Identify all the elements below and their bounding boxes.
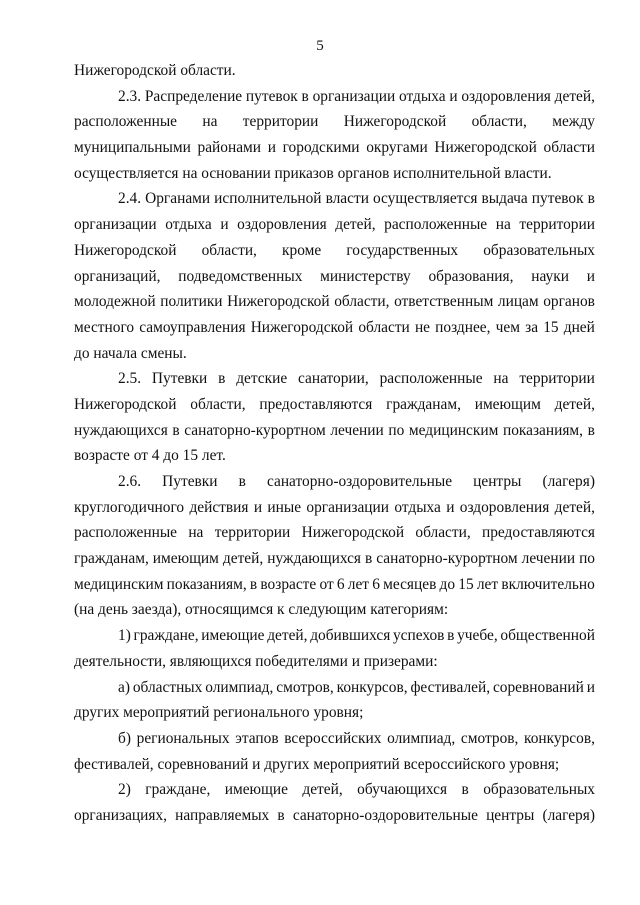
word: в xyxy=(447,627,455,645)
word: санатории, xyxy=(298,370,369,388)
word: круглогодичного xyxy=(74,498,185,516)
word: действия xyxy=(189,498,249,516)
word: и xyxy=(586,267,595,285)
word: направляемых xyxy=(175,806,270,824)
word: центры xyxy=(486,806,535,824)
word: конкурсов, xyxy=(336,678,408,696)
word: детей, xyxy=(222,550,264,568)
word: организации xyxy=(74,216,157,234)
word: осуществляется xyxy=(372,190,478,208)
word: области, xyxy=(415,524,471,542)
word: (лагеря) xyxy=(542,806,595,824)
word: путевок xyxy=(531,190,584,208)
word: не xyxy=(414,318,431,336)
word: Нижегородской xyxy=(227,293,330,311)
word: за xyxy=(525,318,539,336)
word: области, xyxy=(190,395,246,413)
word: нуждающихся xyxy=(74,421,168,439)
word: соревнований xyxy=(492,678,584,696)
word: на xyxy=(495,216,511,234)
text-line xyxy=(74,315,595,341)
text-line xyxy=(74,212,595,238)
word: отдыха xyxy=(165,216,212,234)
word: организациях, xyxy=(74,806,168,824)
word: в xyxy=(172,421,180,439)
word: Распределение xyxy=(144,87,243,105)
word: политики xyxy=(160,293,223,311)
word: городскими xyxy=(282,139,360,157)
word: 2.3. xyxy=(118,87,142,105)
word: областных xyxy=(132,678,203,696)
text-line xyxy=(74,623,595,649)
word: путевок xyxy=(245,87,298,105)
word: конкурсов, xyxy=(524,729,595,747)
word: детей, xyxy=(267,627,308,645)
word: государственных xyxy=(346,241,459,259)
word: в xyxy=(249,575,258,593)
text-line xyxy=(74,726,595,752)
word: предоставляются xyxy=(259,395,373,413)
word: санаторно-оздоровительные xyxy=(266,473,453,490)
word: 2.6. xyxy=(118,473,142,490)
word: Нижегородской xyxy=(301,524,405,542)
word: расположенные xyxy=(379,370,483,388)
word: в xyxy=(587,421,595,439)
word: в xyxy=(238,473,246,490)
word: и xyxy=(449,87,458,105)
word: в xyxy=(461,781,469,799)
word: на xyxy=(202,113,218,131)
word: гражданам, xyxy=(386,395,461,413)
word: детей, xyxy=(335,216,376,234)
text-line xyxy=(74,418,595,444)
word: на xyxy=(493,370,509,388)
word: Нижегородской xyxy=(434,139,537,157)
word: чем xyxy=(495,318,520,336)
word: молодежной xyxy=(74,293,156,311)
word: Путевки xyxy=(151,370,208,388)
word: 6 xyxy=(336,575,345,593)
text-line: других мероприятий регионального уровня; xyxy=(74,704,364,722)
word: области xyxy=(543,139,595,157)
text-line: деятельности, являющихся победителями и призерами: xyxy=(74,652,438,670)
word: учебе, xyxy=(457,627,498,645)
document-body xyxy=(74,58,595,829)
word: науки xyxy=(531,267,569,285)
word: по xyxy=(579,550,595,568)
word: образования, xyxy=(428,267,514,285)
word: детей, xyxy=(554,87,595,105)
word: области xyxy=(358,318,410,336)
word: оздоровления xyxy=(461,87,551,105)
word: Нижегородской xyxy=(74,241,177,259)
word: образовательных xyxy=(483,781,595,799)
word: смотров, xyxy=(276,678,334,696)
word: организации xyxy=(306,498,390,516)
text-line: Нижегородской области. xyxy=(74,62,236,79)
text-line xyxy=(74,469,595,495)
word: до xyxy=(439,575,456,593)
text-line xyxy=(74,520,595,546)
word: исполнительной xyxy=(214,190,322,208)
word: региональных xyxy=(136,729,230,747)
text-line xyxy=(74,366,595,392)
word: лечении xyxy=(330,421,384,439)
word: (лагеря) xyxy=(542,473,595,490)
word: детей, xyxy=(554,395,595,413)
word: позднее, xyxy=(435,318,491,336)
word: территории xyxy=(214,524,291,542)
word: самоуправления xyxy=(139,318,246,336)
text-line xyxy=(74,264,595,290)
text-line xyxy=(74,392,595,418)
word: отдыха xyxy=(399,87,446,105)
word: включительно xyxy=(501,575,595,593)
word: имеющим xyxy=(152,550,219,568)
word: организаций, xyxy=(74,267,161,285)
text-line xyxy=(74,289,595,315)
word: всероссийских xyxy=(284,729,382,747)
word: медицинским xyxy=(408,421,499,439)
word: округами xyxy=(366,139,428,157)
word: 2) xyxy=(118,781,131,799)
word: оздоровления xyxy=(459,498,550,516)
word: и xyxy=(253,498,263,516)
word: лет xyxy=(347,575,370,593)
word: детей, xyxy=(302,781,343,799)
word: Нижегородской xyxy=(250,318,354,336)
word: Органами xyxy=(145,190,211,208)
word: и xyxy=(220,216,229,234)
word: б) xyxy=(118,729,131,747)
text-line xyxy=(74,572,595,598)
word: районами xyxy=(197,139,262,157)
word: граждане, xyxy=(133,627,199,645)
word: на xyxy=(188,524,204,542)
word: в xyxy=(587,190,595,208)
text-line: возрасте от 4 до 15 лет. xyxy=(74,447,226,465)
word: санаторно-курортном xyxy=(184,421,326,439)
word: по xyxy=(388,421,405,439)
word: отдыха xyxy=(394,498,441,516)
text-line: осуществляется на основании приказов органов исполнительной власти. xyxy=(74,164,552,182)
word: области, xyxy=(471,113,527,131)
text-line: (на день заезда), относящимся к следующим категориям: xyxy=(74,601,449,619)
word: а) xyxy=(118,678,130,696)
word: 2.4. xyxy=(118,190,142,208)
text-line xyxy=(74,546,595,572)
word: 6 xyxy=(372,575,380,593)
word: лет xyxy=(476,575,499,593)
word: санаторно-оздоровительные xyxy=(292,806,478,824)
word: организации xyxy=(312,87,396,105)
word: территории xyxy=(519,216,595,234)
word: от xyxy=(319,575,334,593)
word: кроме xyxy=(282,241,322,259)
word: и xyxy=(446,498,455,516)
word: Нижегородской xyxy=(343,113,447,131)
page-number: 5 xyxy=(316,38,324,54)
word: выдача xyxy=(481,190,528,208)
word: области, xyxy=(334,293,390,311)
word: подведомственных xyxy=(178,267,303,285)
text-line: фестивалей, соревнований и других мероприятий всероссийского уровня; xyxy=(74,755,560,773)
word: территории xyxy=(242,113,319,131)
word: Нижегородской xyxy=(74,395,177,413)
word: 2.5. xyxy=(118,370,142,388)
word: министерству xyxy=(320,267,411,285)
word: расположенные xyxy=(74,524,177,542)
word: 1) xyxy=(118,627,131,645)
word: граждане, xyxy=(145,781,211,799)
word: показаниям, xyxy=(166,575,247,593)
word: фестивалей, xyxy=(410,678,491,696)
word: нуждающихся xyxy=(267,550,361,568)
word: образовательных xyxy=(483,241,595,259)
word: гражданам, xyxy=(74,550,149,568)
word: центры xyxy=(473,473,522,490)
word: добившихся xyxy=(310,627,391,645)
word: лицам xyxy=(497,293,539,311)
word: смотров, xyxy=(460,729,519,747)
word: в xyxy=(277,806,285,824)
word: детей, xyxy=(554,498,595,516)
word: лечении xyxy=(521,550,576,568)
word: расположенные xyxy=(74,113,177,131)
text-line xyxy=(74,238,595,264)
word: этапов xyxy=(235,729,279,747)
text-line xyxy=(74,135,595,161)
word: общественной xyxy=(500,627,595,645)
text-line xyxy=(74,803,595,829)
word: имеющие xyxy=(201,627,265,645)
word: санаторно-курортном xyxy=(376,550,518,568)
word: ответственным xyxy=(394,293,494,311)
word: показаниям, xyxy=(502,421,584,439)
word: месяцев xyxy=(383,575,437,593)
word: и xyxy=(586,678,595,696)
text-line xyxy=(74,495,595,521)
word: между xyxy=(552,113,595,131)
word: власти xyxy=(325,190,369,208)
word: местного xyxy=(74,318,135,336)
text-line xyxy=(74,675,595,701)
word: и xyxy=(267,139,276,157)
word: Путевки xyxy=(162,473,218,490)
word: в xyxy=(301,87,309,105)
word: в xyxy=(218,370,226,388)
word: 15 xyxy=(543,318,559,336)
word: предоставляются xyxy=(482,524,595,542)
text-line xyxy=(74,186,595,212)
word: медицинским xyxy=(74,575,164,593)
word: территории xyxy=(519,370,595,388)
word: муниципальными xyxy=(74,139,191,157)
word: олимпиад, xyxy=(205,678,274,696)
word: детские xyxy=(236,370,288,388)
word: обучающихся xyxy=(357,781,448,799)
word: имеющим xyxy=(474,395,541,413)
text-line: до начала смены. xyxy=(74,344,187,362)
word: расположенные xyxy=(384,216,488,234)
word: возрасте xyxy=(260,575,317,593)
word: 15 xyxy=(458,575,474,593)
text-line xyxy=(74,84,595,110)
text-line xyxy=(74,109,595,135)
word: оздоровления xyxy=(237,216,327,234)
word: имеющие xyxy=(224,781,288,799)
word: в xyxy=(364,550,373,568)
word: дней xyxy=(563,318,595,336)
word: олимпиад, xyxy=(387,729,456,747)
word: успехов xyxy=(392,627,445,645)
word: иные xyxy=(267,498,302,516)
word: органов xyxy=(543,293,595,311)
text-line xyxy=(74,777,595,803)
word: области, xyxy=(201,241,257,259)
